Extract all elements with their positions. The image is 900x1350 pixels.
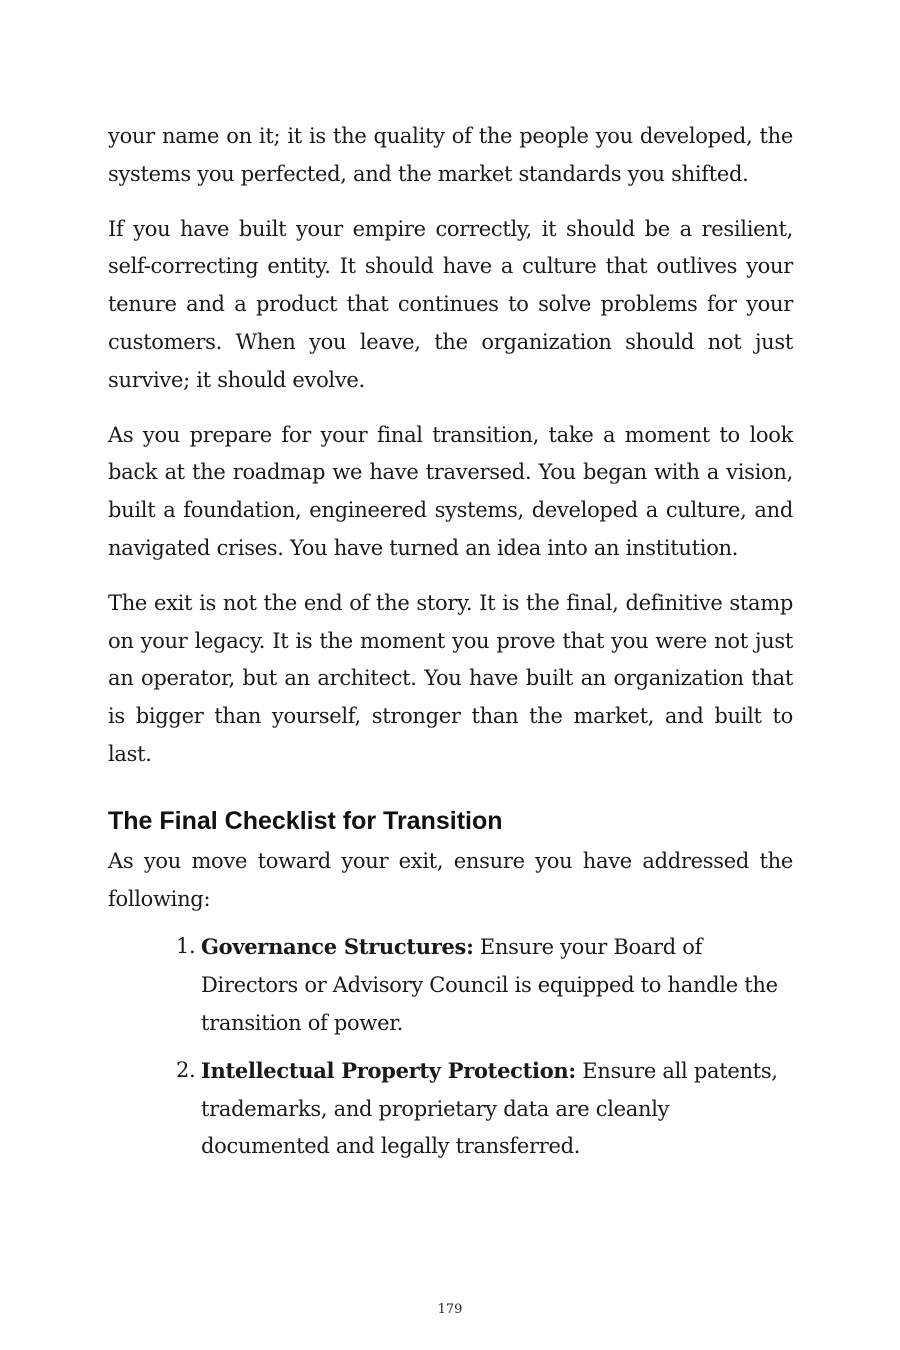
checklist [108, 928, 793, 1166]
section-intro: As you move toward your exit, ensure you have addressed the following: [108, 848, 793, 911]
paragraph: your name on it; it is the quality of the people you developed, the systems you perfected, and the market standards you shifted. [108, 124, 793, 186]
list-item-term: Intellectual Property Protection: [201, 1057, 576, 1083]
list-item-number: 2. [176, 1057, 196, 1082]
paragraph: If you have built your empire correctly, it should be a resilient, self-correcting entity. It should have a culture that outlives your tenure and a product that continues to solve problems for your customers. When you leave, the organization should not just survive; it should evolve. [108, 216, 793, 392]
page-body [108, 118, 793, 1175]
page-number: 179 [437, 1302, 463, 1317]
list-item [176, 928, 793, 1042]
list-item-text: Ensure your Board of Directors or Advisory Council is equipped to handle the transition of power. [201, 935, 778, 1035]
section-heading: The Final Checklist for Transition [108, 806, 503, 835]
paragraph: The exit is not the end of the story. It is the final, definitive stamp on your legacy. It is the moment you prove that you were not just an operator, but an architect. You have built an organization that is bigger than yourself, stronger than the market, and built to last. [108, 590, 793, 766]
list-item-number: 1. [176, 934, 196, 959]
list-item [176, 1052, 793, 1166]
list-item-text: Ensure all patents, trademarks, and proprietary data are cleanly documented and legally transferred. [201, 1058, 778, 1159]
paragraph: As you prepare for your final transition, take a moment to look back at the roadmap we have traversed. You began with a vision, built a foundation, engineered systems, developed a culture, and navigated crises. You have turned an idea into an institution. [108, 422, 793, 560]
list-item-term: Governance Structures: [201, 934, 474, 960]
